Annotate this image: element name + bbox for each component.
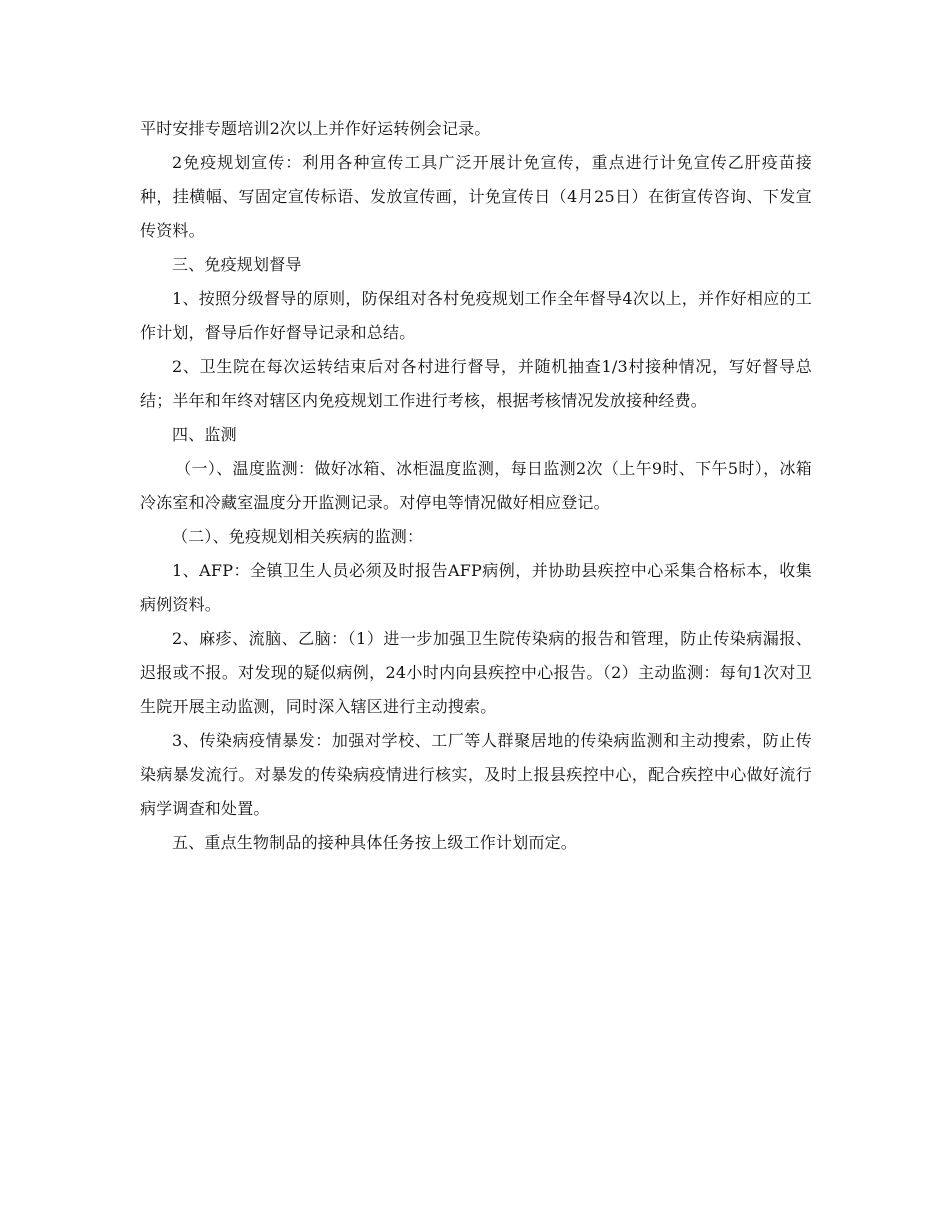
section-heading-monitoring: 四、监测 [172, 425, 237, 444]
paragraph-afp: 1、AFP：全镇卫生人员必须及时报告AFP病例，并协助县疾控中心采集合格标本，收集病例资料。 [140, 561, 812, 614]
paragraph-outbreak: 3、传染病疫情暴发：加强对学校、工厂等人群聚居地的传染病监测和主动搜索，防止传染病暴发流行。对暴发的传染病疫情进行核实，及时上报县疾控中心，配合疾控中心做好流行病学调查和处置。 [140, 731, 812, 818]
paragraph-measles: 2、麻疹、流脑、乙脑：（1）进一步加强卫生院传染病的报告和管理，防止传染病漏报、迟报或不报。对发现的疑似病例，24小时内向县疾控中心报告。（2）主动监测：每旬1次对卫生院开展主动监测，同时深入辖区进行主动搜索。 [140, 629, 812, 716]
paragraph-training-continuation: 平时安排专题培训2次以上并作好运转例会记录。 [140, 119, 491, 138]
paragraph-supervision-1: 1、按照分级督导的原则，防保组对各村免疫规划工作全年督导4次以上，并作好相应的工作计划，督导后作好督导记录和总结。 [140, 289, 812, 342]
paragraph-supervision-2: 2、卫生院在每次运转结束后对各村进行督导，并随机抽查1/3村接种情况，写好督导总结；半年和年终对辖区内免疫规划工作进行考核，根据考核情况发放接种经费。 [140, 357, 812, 410]
subheading-disease-monitoring: （二）、免疫规划相关疾病的监测： [172, 527, 424, 546]
document-page [140, 112, 812, 860]
section-heading-supervision: 三、免疫规划督导 [172, 255, 302, 274]
paragraph-publicity: 2免疫规划宣传：利用各种宣传工具广泛开展计免宣传，重点进行计免宣传乙肝疫苗接种，挂横幅、写固定宣传标语、发放宣传画，计免宣传日（4月25日）在街宣传咨询、下发宣传资料。 [140, 153, 812, 240]
section-heading-biological-products: 五、重点生物制品的接种具体任务按上级工作计划而定。 [172, 833, 578, 852]
paragraph-temperature-monitoring: （一）、温度监测：做好冰箱、冰柜温度监测，每日监测2次（上午9时、下午5时），冰箱冷冻室和冷藏室温度分开监测记录。对停电等情况做好相应登记。 [140, 459, 812, 512]
